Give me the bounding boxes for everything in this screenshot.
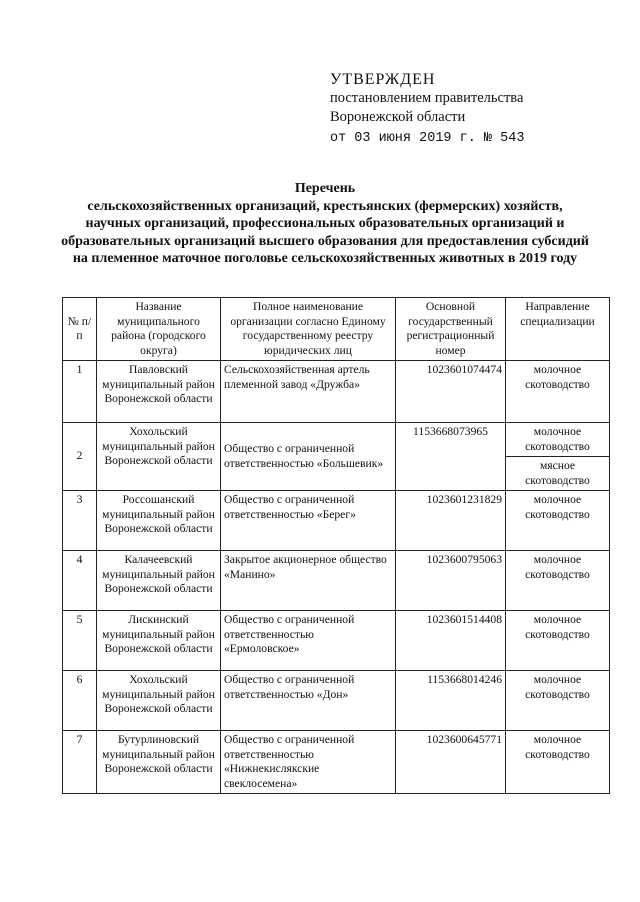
cell-org: Общество с ограниченной ответственностью «Ермоловское» [221, 611, 396, 671]
table-row [63, 361, 610, 423]
heading-title: Перечень [294, 181, 356, 196]
cell-reg: 1153668073965 [396, 423, 506, 491]
table-row [63, 423, 610, 457]
cell-num: 5 [63, 611, 97, 671]
cell-org: Общество с ограниченной ответственностью «Большевик» [221, 423, 396, 491]
cell-spec: молочное скотоводство [506, 361, 610, 423]
cell-org: Общество с ограниченной ответственностью «Дон» [221, 671, 396, 731]
approval-title: УТВЕРЖДЕН [330, 71, 436, 88]
table-header-row [63, 298, 610, 361]
header-district: Название муниципального района (городского округа) [97, 298, 221, 361]
cell-reg: 1023600795063 [396, 551, 506, 611]
cell-num: 2 [63, 423, 97, 491]
cell-org: Общество с ограниченной ответственностью «Берег» [221, 491, 396, 551]
cell-org: Сельскохозяйственная артель племенной завод «Дружба» [221, 361, 396, 423]
cell-reg: 1023601074474 [396, 361, 506, 423]
header-num: № п/п [63, 298, 97, 361]
cell-reg: 1153668014246 [396, 671, 506, 731]
cell-reg: 1023601514408 [396, 611, 506, 671]
cell-district: Россошанский муниципальный район Воронежской области [97, 491, 221, 551]
header-spec: Направление специализации [506, 298, 610, 361]
approval-block [330, 70, 524, 148]
cell-reg: 1023601231829 [396, 491, 506, 551]
cell-spec: молочное скотоводство [506, 551, 610, 611]
document-heading [60, 180, 590, 268]
organizations-table [62, 297, 610, 794]
cell-spec: молочное скотоводство [506, 611, 610, 671]
table-row [63, 551, 610, 611]
table-row [63, 671, 610, 731]
cell-num: 3 [63, 491, 97, 551]
cell-num: 1 [63, 361, 97, 423]
cell-district: Хохольский муниципальный район Воронежской области [97, 423, 221, 491]
table-row [63, 491, 610, 551]
heading-text: сельскохозяйственных организаций, крестьянских (фермерских) хозяйств, научных организаций, профессиональных образовательных организаций и образовательных организаций высшего образования для предоставления субсидий на племенное маточное поголовье сельскохозяйственных животных в 2019 году [61, 198, 589, 266]
approval-date: от 03 июня 2019 г. № 543 [330, 131, 525, 146]
cell-num: 7 [63, 731, 97, 794]
header-reg: Основной государственный регистрационный номер [396, 298, 506, 361]
cell-district: Лискинский муниципальный район Воронежской области [97, 611, 221, 671]
header-org: Полное наименование организации согласно Единому государственному реестру юридических лиц [221, 298, 396, 361]
cell-district: Калачеевский муниципальный район Воронежской области [97, 551, 221, 611]
cell-district: Бутурлиновский муниципальный район Воронежской области [97, 731, 221, 794]
cell-org: Закрытое акционерное общество «Манино» [221, 551, 396, 611]
cell-num: 4 [63, 551, 97, 611]
table-row [63, 611, 610, 671]
cell-district: Павловский муниципальный район Воронежской области [97, 361, 221, 423]
approval-line-1: постановлением правительства [330, 90, 524, 106]
cell-spec: молочное скотоводство [506, 423, 610, 457]
cell-spec: молочное скотоводство [506, 731, 610, 794]
cell-spec-2: мясное скотоводство [506, 457, 610, 491]
cell-num: 6 [63, 671, 97, 731]
cell-org: Общество с ограниченной ответственностью «Нижнекислякские свеклосемена» [221, 731, 396, 794]
cell-spec: молочное скотоводство [506, 491, 610, 551]
approval-line-2: Воронежской области [330, 109, 466, 125]
cell-district: Хохольский муниципальный район Воронежской области [97, 671, 221, 731]
cell-spec: молочное скотоводство [506, 671, 610, 731]
table-row [63, 731, 610, 794]
cell-reg: 1023600645771 [396, 731, 506, 794]
